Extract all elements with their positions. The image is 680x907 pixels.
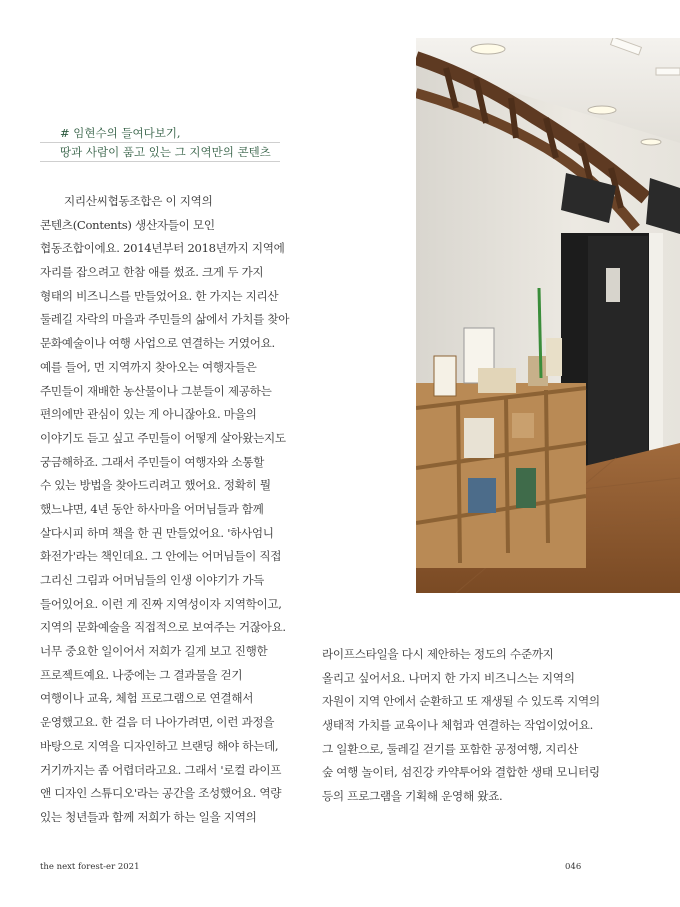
text-line: 프로젝트예요. 나중에는 그 결과물을 걷기 — [40, 667, 243, 682]
text-line: 살다시피 하며 책을 한 권 만들었어요. '하사엄니 — [40, 525, 274, 540]
publication-name: the next forest-er 2021 — [40, 862, 140, 872]
text-line: 있는 청년들과 함께 저희가 하는 일을 지역의 — [40, 809, 257, 824]
text-line: 했느냐면, 4년 동안 하사마을 어머님들과 함께 — [40, 501, 264, 516]
text-line: 형태의 비즈니스를 만들었어요. 한 가지는 지리산 — [40, 288, 279, 303]
text-line: 그 일환으로, 둘레길 걷기를 포함한 공정여행, 지리산 — [322, 741, 578, 756]
text-line: 바탕으로 지역을 디자인하고 브랜딩 해야 하는데, — [40, 738, 279, 753]
text-line: 협동조합이에요. 2014년부터 2018년까지 지역에 — [40, 241, 285, 256]
heading-line-2: 땅과 사람이 품고 있는 그 지역만의 콘텐츠 — [40, 143, 280, 162]
text-line: 거기까지는 좀 어렵더라고요. 그래서 '로컬 라이프 — [40, 762, 282, 777]
text-line: 숲 여행 놀이터, 섬진강 카약투어와 결합한 생태 모니터링 — [322, 765, 600, 780]
text-line: 앤 디자인 스튜디오'라는 공간을 조성했어요. 역량 — [40, 786, 282, 801]
text-line: 여행이나 교육, 체험 프로그램으로 연결해서 — [40, 691, 254, 706]
text-line: 지역의 문화예술을 직접적으로 보여주는 거잖아요. — [40, 620, 286, 635]
text-line: 문화예술이나 여행 사업으로 연결하는 거였어요. — [40, 336, 275, 351]
text-line: 생태적 가치를 교육이나 체험과 연결하는 작업이었어요. — [322, 718, 594, 733]
text-line: 너무 중요한 일이어서 저희가 길게 보고 진행한 — [40, 644, 268, 659]
heading-line-1: # 임현수의 들여다보기, — [40, 124, 280, 143]
text-line: 수 있는 방법을 찾아드리려고 했어요. 정확히 뭘 — [40, 478, 271, 493]
text-line: 주민들이 재배한 농산물이나 그분들이 제공하는 — [40, 383, 272, 398]
interior-photo — [416, 38, 680, 593]
text-line: 둘레길 자락의 마을과 주민들의 삶에서 가치를 찾아 — [40, 312, 290, 327]
text-line: 운영했고요. 한 걸음 더 나아가려면, 이런 과정을 — [40, 715, 275, 730]
text-line: 들어있어요. 이런 게 진짜 지역성이자 지역학이고, — [40, 596, 282, 611]
text-line: 자원이 지역 안에서 순환하고 또 재생될 수 있도록 지역의 — [322, 694, 600, 709]
text-line: 그리신 그림과 어머님들의 인생 이야기가 가득 — [40, 573, 265, 587]
text-line: 화전가'라는 책인데요. 그 안에는 어머님들이 직접 — [40, 549, 282, 564]
text-line: 등의 프로그램을 기획해 운영해 왔죠. — [322, 789, 503, 804]
text-line: 자리를 잡으려고 한참 애를 썼죠. 크게 두 가지 — [40, 265, 264, 280]
text-line: 콘텐츠(Contents) 생산자들이 모인 — [40, 217, 215, 232]
text-line: 예를 들어, 먼 지역까지 찾아오는 여행자들은 — [40, 359, 257, 374]
text-line: 궁금해하죠. 그래서 주민들이 여행자와 소통할 — [40, 454, 265, 469]
page-number: 046 — [565, 862, 582, 872]
text-line: 이야기도 듣고 싶고 주민들이 어떻게 살아왔는지도 — [40, 430, 286, 445]
body-column-right — [322, 643, 614, 809]
text-line: 지리산씨협동조합은 이 지역의 — [64, 194, 213, 208]
text-line: 편의에만 관심이 있는 게 아니잖아요. 마을의 — [40, 407, 257, 422]
section-heading — [40, 124, 280, 162]
text-line: 라이프스타일을 다시 제안하는 정도의 수준까지 — [322, 647, 554, 661]
body-column-left — [40, 190, 295, 830]
text-line: 올리고 싶어서요. 나머지 한 가지 비즈니스는 지역의 — [322, 670, 575, 685]
